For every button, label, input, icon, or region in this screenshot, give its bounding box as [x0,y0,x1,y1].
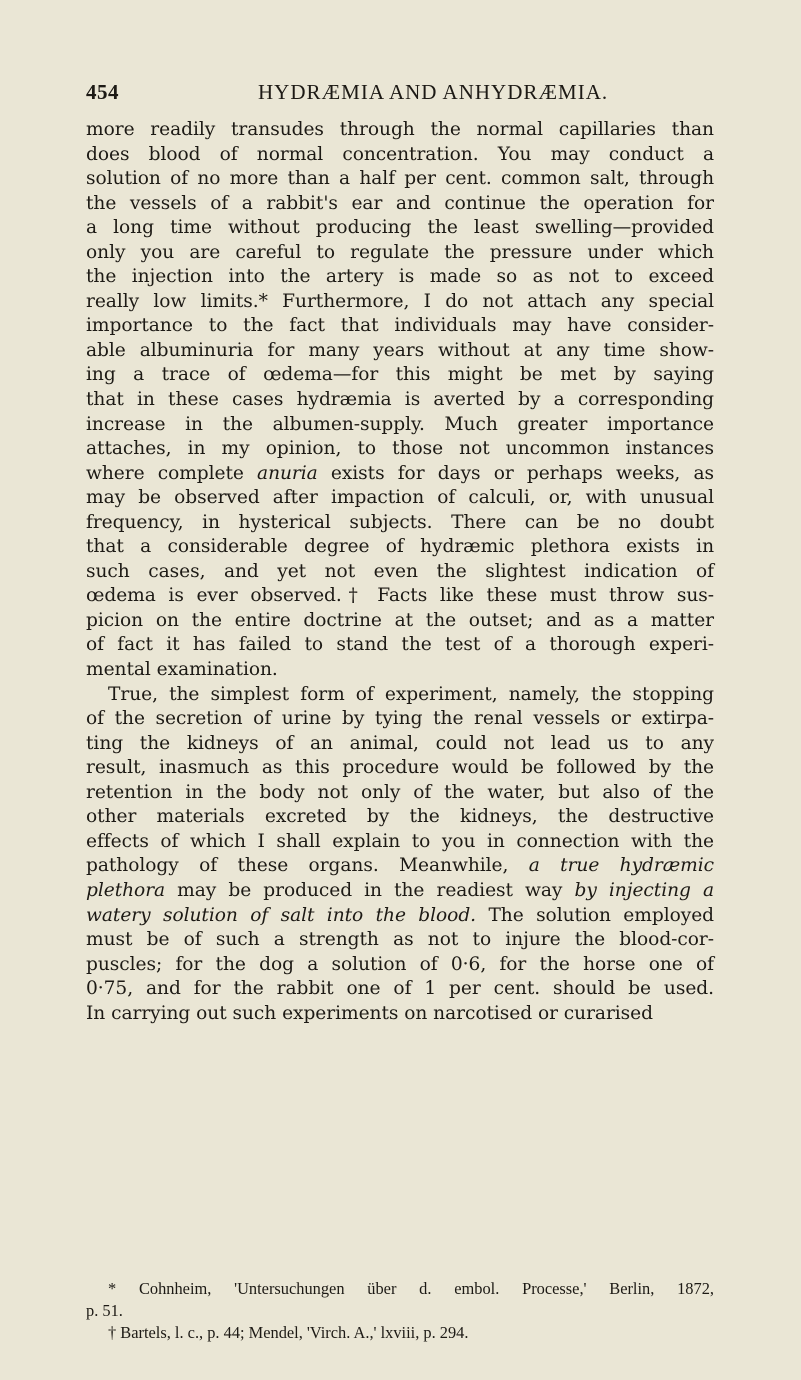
footnote-line: * Cohnheim, 'Untersuchungen über d. embol. Processe,' Berlin, 1872, [108,1279,714,1298]
text-line: ting the kidneys of an animal, could not lead us to any [86,732,714,754]
page-number: 454 [86,80,119,104]
running-head [86,80,726,108]
text-line: does blood of normal concentration. You may conduct a [86,143,714,165]
text-line: solution of no more than a half per cent. common salt, through [86,168,714,190]
text-line: plethora may be produced in the readiest way by injecting a [86,879,715,901]
text-line: importance to the fact that individuals may have consider- [86,315,714,337]
text-line: that in these cases hydræmia is averted by a corresponding [86,389,714,411]
text-line: retention in the body not only of the water, but also of the [86,781,714,803]
text-line: œdema is ever observed.† Facts like these must throw sus- [86,585,714,607]
footnote-line: p. 51. [86,1301,123,1320]
text-line: the injection into the artery is made so as not to exceed [86,266,714,288]
text-line: a long time without producing the least swelling—provided [86,217,714,239]
text-line: attaches, in my opinion, to those not uncommon instances [86,438,714,460]
text-line: picion on the entire doctrine at the outset; and as a matter [86,609,714,631]
text-line: ing a trace of œdema—for this might be met by saying [86,364,714,386]
text-line: only you are careful to regulate the pressure under which [86,241,714,263]
text-line: more readily transudes through the normal capillaries than [86,119,714,140]
text-line: the vessels of a rabbit's ear and continue the operation for [86,192,714,214]
text-line: In carrying out such experiments on narcotised or curarised [86,1002,653,1024]
text-line: of fact it has failed to stand the test of a thorough experi- [86,634,714,656]
text-line: effects of which I shall explain to you in connection with the [86,830,714,852]
text-line: watery solution of salt into the blood. The solution employed [86,904,714,926]
text-line: result, inasmuch as this procedure would be followed by the [86,757,714,779]
text-line: that a considerable degree of hydræmic plethora exists in [86,536,714,558]
text-line: must be of such a strength as not to injure the blood-cor- [86,929,714,951]
text-line: mental examination. [86,659,278,681]
running-title: HYDRÆMIA AND ANHYDRÆMIA. [258,80,609,104]
body-text [86,118,714,1026]
text-line: may be observed after impaction of calculi, or, with unusual [86,487,714,509]
text-line: such cases, and yet not even the slightest indication of [86,560,714,582]
footnote-line: † Bartels, l. c., p. 44; Mendel, 'Virch. A.,' lxviii, p. 294. [108,1323,469,1342]
text-line: True, the simplest form of experiment, namely, the stopping [108,683,714,705]
text-line: puscles; for the dog a solution of 0·6, for the horse one of [86,953,714,975]
text-line: increase in the albumen-supply. Much greater importance [86,413,714,435]
footnotes [86,1278,714,1344]
text-line: able albuminuria for many years without at any time show- [86,339,714,361]
text-line: of the secretion of urine by tying the renal vessels or extirpa- [86,708,714,730]
text-line: 0·75, and for the rabbit one of 1 per cent. should be used. [86,978,714,1000]
text-line: other materials excreted by the kidneys, the destructive [86,806,714,828]
text-line: frequency, in hysterical subjects. There can be no doubt [86,511,714,533]
text-line: pathology of these organs. Meanwhile, a true hydræmic [86,855,714,877]
text-line: where complete anuria exists for days or perhaps weeks, as [86,462,714,484]
text-line: really low limits.* Furthermore, I do not attach any special [86,290,714,312]
